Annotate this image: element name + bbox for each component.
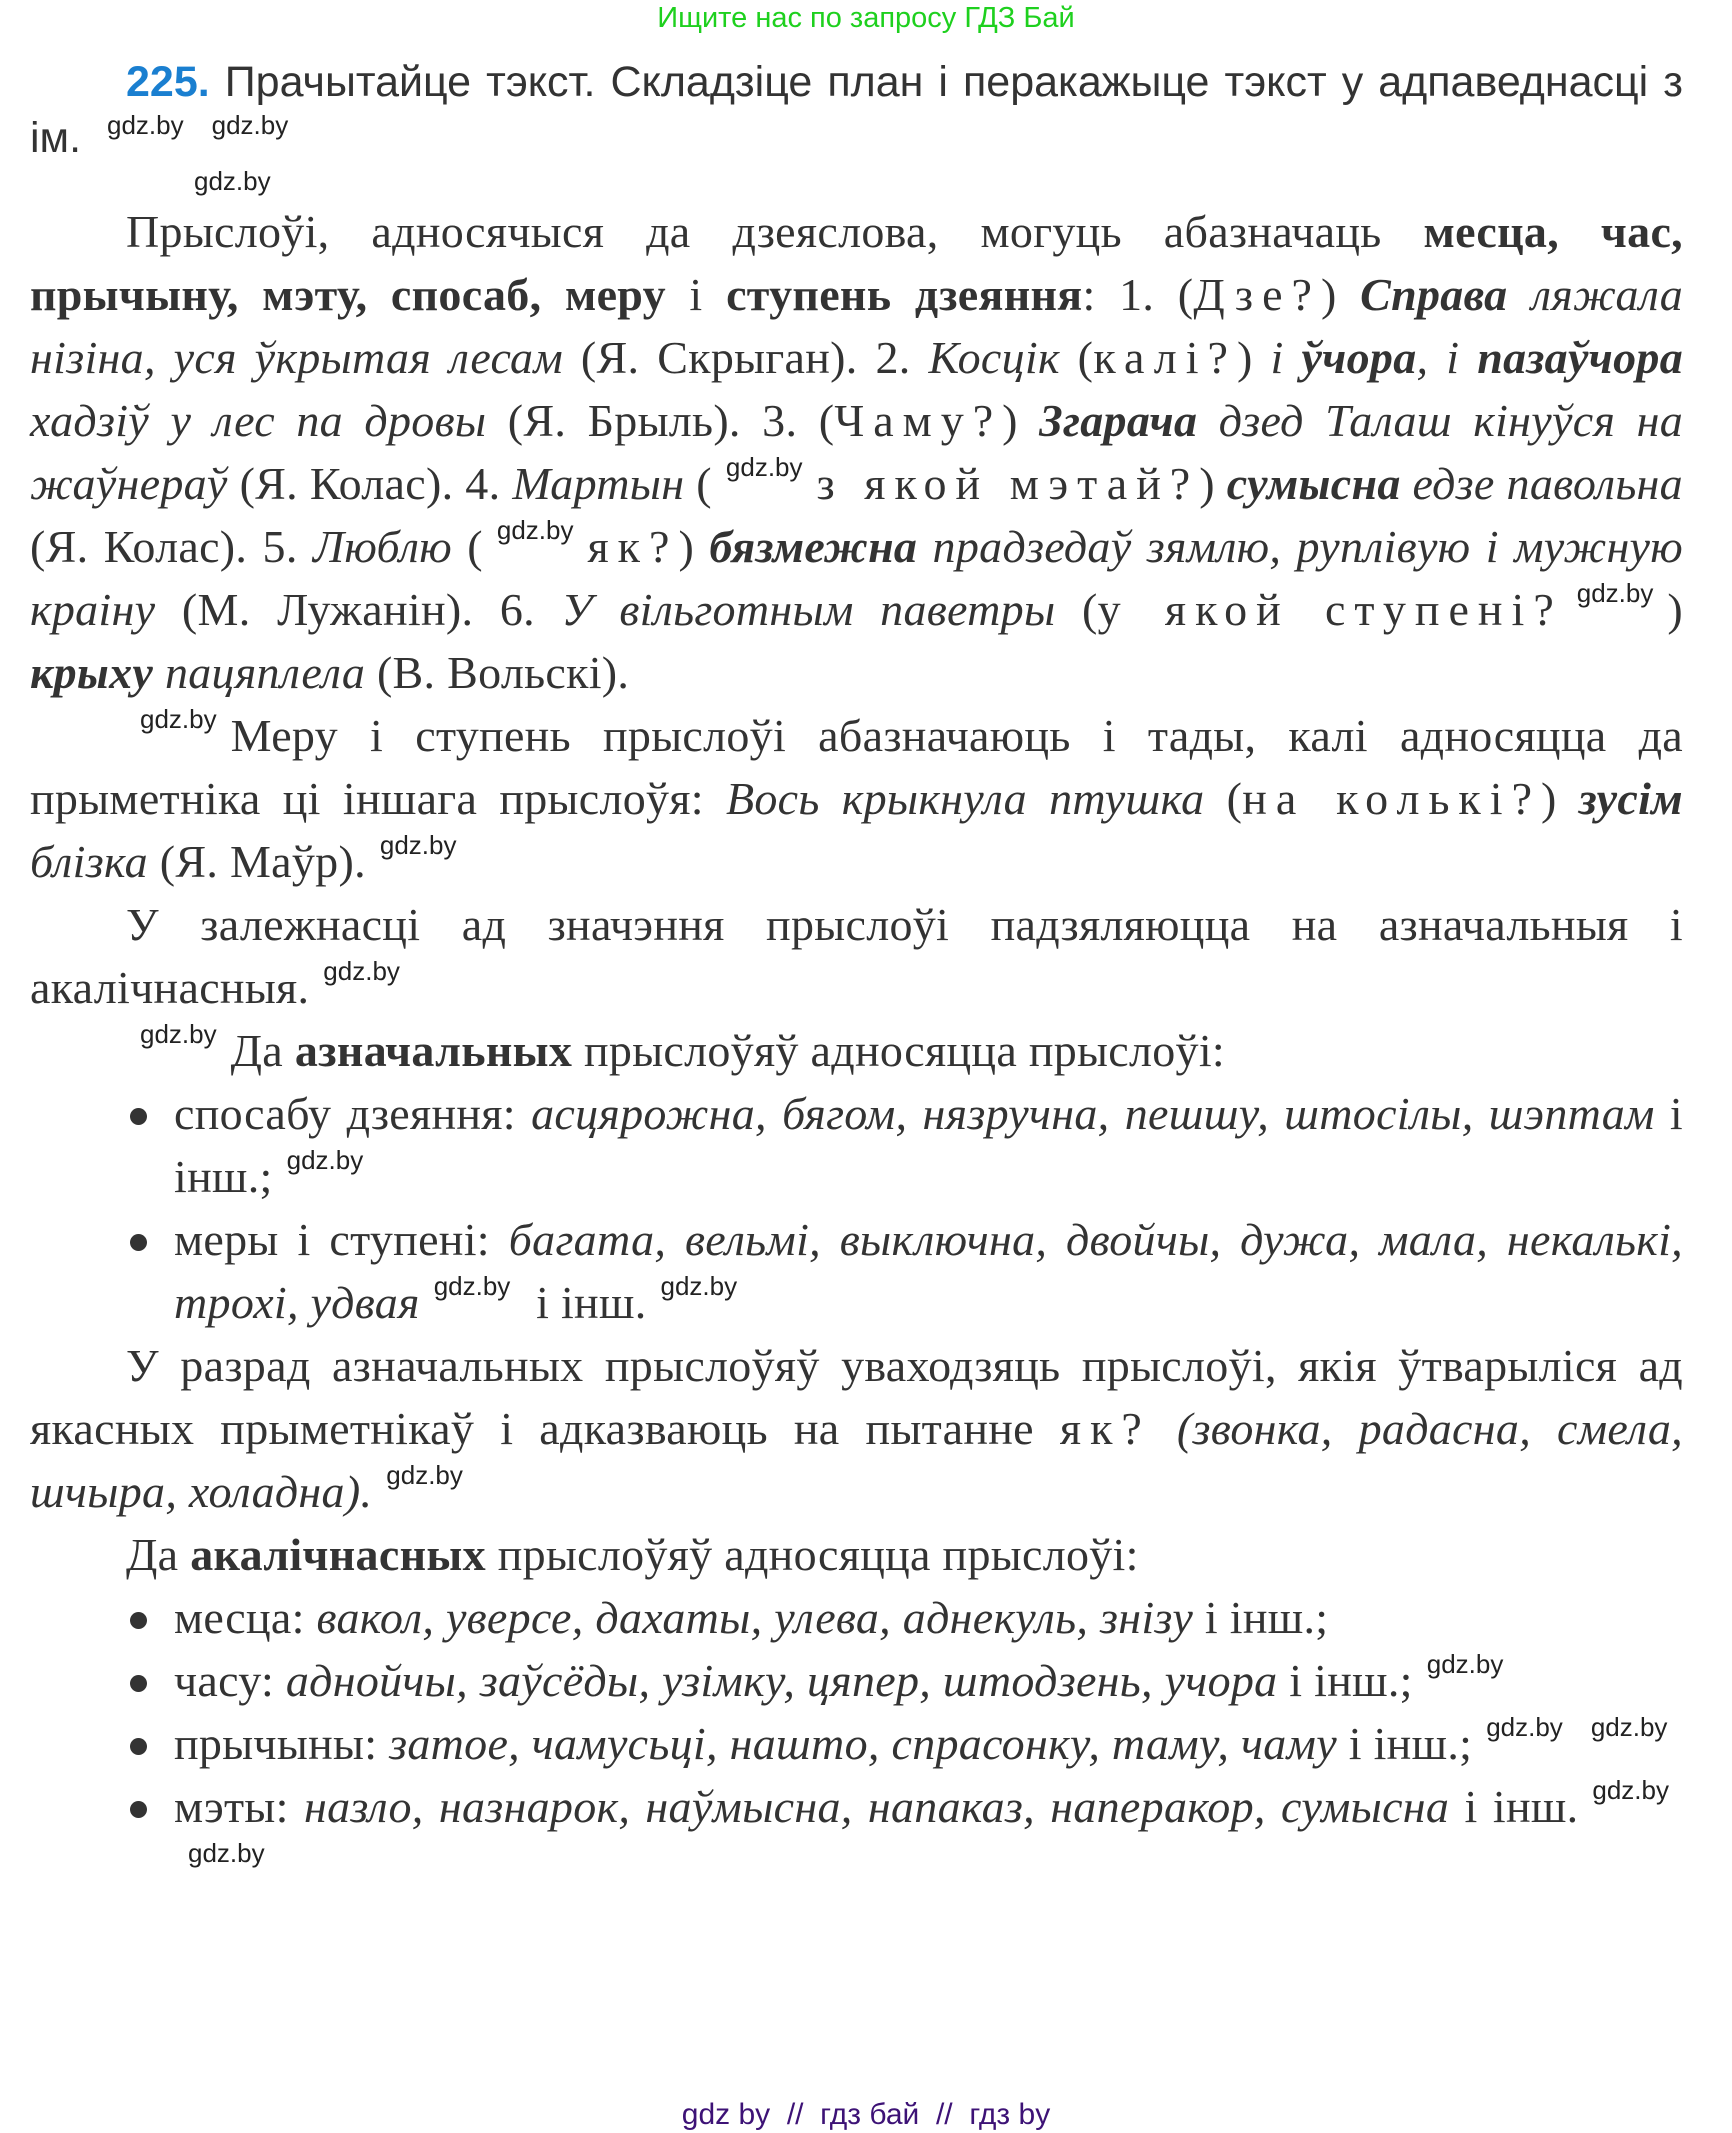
text-run: (Я. Брыль). 3. (: [486, 395, 835, 446]
question-text: з якой мэтай?: [816, 458, 1200, 509]
text-run: (: [451, 521, 483, 572]
watermark: gdz.by: [1576, 578, 1654, 608]
emphasis-text: зусім: [1578, 773, 1683, 824]
emphasis-text: У вільготным паветры: [561, 584, 1056, 635]
question-text: у якой ступені?: [1097, 584, 1563, 635]
paragraph: [30, 704, 1683, 893]
text-run: (В. Вольскі).: [365, 647, 630, 698]
watermark: gdz.by: [1486, 1712, 1563, 1742]
text-run: ): [678, 521, 710, 572]
watermark: gdz.by: [660, 1271, 738, 1301]
emphasis-text: сумысна: [1226, 458, 1401, 509]
emphasis-text: Вось крыкнула птушка: [725, 773, 1205, 824]
text-run: і: [665, 269, 727, 320]
watermark: gdz.by: [1426, 1649, 1504, 1679]
bullet-icon: [130, 1675, 147, 1692]
emphasis-text: , і: [1416, 332, 1478, 383]
text-run: (Я. Маўр).: [147, 836, 366, 887]
text-run: ): [1320, 269, 1361, 320]
watermark-row: [30, 166, 1683, 200]
watermark: gdz.by: [496, 515, 574, 545]
watermark: gdz.by: [140, 1019, 217, 1049]
text-run: ): [1667, 584, 1683, 635]
text-run: і інш.;: [1277, 1655, 1413, 1706]
emphasis-text: аднойчы, заўсёды, узімку, цяпер, штодзень, учора: [285, 1655, 1278, 1706]
question-text: Чаму?: [834, 395, 1003, 446]
text-run: (: [1059, 332, 1094, 383]
emphasis-text: месца, час, прычыну, мэту, спосаб, меру: [30, 206, 1683, 320]
emphasis-text: хадзіў у лес па дровы: [30, 395, 487, 446]
list-item: [30, 1649, 1683, 1712]
bullet-icon: [130, 1738, 147, 1755]
task-heading: [30, 54, 1683, 166]
watermark: gdz.by: [211, 110, 289, 140]
watermark: gdz.by: [433, 1271, 511, 1301]
search-banner: Ищите нас по запросу ГДЗ Бай: [657, 2, 1075, 34]
emphasis-text: пацяплела: [153, 647, 366, 698]
text-run: Да: [230, 1025, 295, 1076]
text-run: У залежнасці ад значэння прыслоўі падзяляюцца на азначальныя і акалічнасныя.: [30, 899, 1683, 1013]
text-run: прычыны:: [174, 1718, 390, 1769]
bullet-icon: [130, 1801, 147, 1818]
list-item: [30, 1082, 1683, 1208]
list-item: [30, 1712, 1683, 1775]
question-text: на колькі?: [1242, 773, 1541, 824]
watermark: gdz.by: [286, 1145, 364, 1175]
bullet-icon: [130, 1108, 147, 1125]
question-text: калі?: [1093, 332, 1237, 383]
list-item: [30, 1586, 1683, 1649]
watermark: gdz.by: [188, 1838, 265, 1868]
list-item: [30, 1208, 1683, 1334]
text-run: меры і ступені:: [174, 1214, 509, 1265]
text-run: (Я. Колас). 5.: [30, 521, 313, 572]
text-run: У разрад азначальных прыслоўяў уваходзяць прыслоўі, якія ўтварыліся ад якасных прыметнікаў і адказваюць на пытанне: [30, 1340, 1683, 1454]
text-run: (Я. Скрыган). 2.: [563, 332, 929, 383]
emphasis-text: назло, назнарок, наўмысна, напаказ, наперакор, сумысна: [304, 1781, 1450, 1832]
emphasis-text: ляжала нізіна, уся ўкрытая лесам: [30, 269, 1684, 383]
watermark: gdz.by: [379, 830, 457, 860]
text-run: прыслоўяў адносяцца прыслоўі:: [485, 1529, 1139, 1580]
task-number: 225.: [126, 58, 210, 106]
text-run: ): [1540, 773, 1579, 824]
paragraph: [30, 1334, 1683, 1523]
list-item: [30, 1775, 1683, 1901]
text-run: (М. Лужанін). 6.: [155, 584, 562, 635]
text-run: [1151, 1403, 1177, 1454]
text-run: мэты:: [174, 1781, 304, 1832]
bullet-icon: [130, 1612, 147, 1629]
emphasis-text: ступень дзеяння: [726, 269, 1083, 320]
text-run: (: [684, 458, 712, 509]
watermark: gdz.by: [1592, 1775, 1669, 1805]
emphasis-text: азначальных: [294, 1025, 573, 1076]
emphasis-text: Мартын: [512, 458, 685, 509]
emphasis-text: бязмежна: [709, 521, 918, 572]
emphasis-text: едзе павольна: [1400, 458, 1683, 509]
task-text: Прачытайце тэкст. Складзіце план і перакажыце тэкст у адпаведнасці з ім.: [30, 58, 1683, 162]
emphasis-text: Люблю: [312, 521, 452, 572]
emphasis-text: блізка: [30, 836, 148, 887]
text-run: Меру і ступень прыслоўі абазначаюць і тады, калі адносяцца да прыметніка ці іншага прыслоўя:: [30, 710, 1683, 824]
emphasis-text: асцярожна, бягом, нязручна, пешшу, штосілы, шэптам: [531, 1088, 1655, 1139]
paragraph: [30, 1523, 1683, 1586]
emphasis-text: акалічнасных: [190, 1529, 486, 1580]
text-run: і інш.: [524, 1277, 647, 1328]
page-content: [0, 36, 1732, 1901]
text-run: ): [1002, 395, 1040, 446]
question-text: Дзе?: [1193, 269, 1321, 320]
watermark: gdz.by: [725, 452, 803, 482]
text-run: спосабу дзеяння:: [174, 1088, 532, 1139]
emphasis-text: вакол, уверсе, дахаты, улева, аднекуль, знізу: [316, 1592, 1194, 1643]
text-run: і інш.: [1449, 1781, 1579, 1832]
watermark: gdz.by: [194, 166, 271, 196]
question-text: як?: [1059, 1403, 1151, 1454]
bullet-icon: [130, 1234, 147, 1251]
question-text: як?: [587, 521, 679, 572]
text-run: месца:: [174, 1592, 317, 1643]
emphasis-text: Згарача: [1039, 395, 1198, 446]
text-run: (: [1204, 773, 1243, 824]
text-run: (: [1055, 584, 1098, 635]
paragraph: [30, 1019, 1683, 1082]
text-run: (Я. Колас). 4.: [227, 458, 513, 509]
emphasis-text: пазаўчора: [1477, 332, 1684, 383]
emphasis-text: затое, чамусьці, нашто, спрасонку, таму, чаму: [389, 1718, 1337, 1769]
footer-links: gdz by // гдз бай // гдз by: [681, 2098, 1051, 2131]
text-run: прыслоўяў адносяцца прыслоўі:: [572, 1025, 1225, 1076]
text-run: ): [1236, 332, 1271, 383]
text-run: і інш.;: [174, 1088, 1683, 1202]
watermark: gdz.by: [323, 956, 400, 986]
text-run: і інш.;: [1193, 1592, 1329, 1643]
watermark: gdz.by: [140, 704, 217, 734]
text-run: : 1. (: [1082, 269, 1194, 320]
emphasis-text: багата, вельмі, выключна, двойчы, дужа, мала, некалькі, трохі, удвая: [174, 1214, 1683, 1328]
emphasis-text: дзед Талаш кінуўся на жаўнераў: [30, 395, 1683, 509]
emphasis-text: прадзедаў зямлю, руплівую і мужную краіну: [30, 521, 1684, 635]
text-run: часу:: [174, 1655, 286, 1706]
emphasis-text: Справа: [1360, 269, 1508, 320]
paragraph: [30, 200, 1683, 704]
paragraph: [30, 893, 1683, 1019]
watermark: gdz.by: [386, 1460, 463, 1490]
emphasis-text: (звонка, радасна, смела, шчыра, холадна).: [30, 1403, 1683, 1517]
emphasis-text: ўчора: [1301, 332, 1417, 383]
watermark: gdz.by: [107, 110, 184, 140]
emphasis-text: і: [1270, 332, 1302, 383]
text-run: Да: [126, 1529, 191, 1580]
emphasis-text: Косцік: [928, 332, 1060, 383]
text-run: ): [1199, 458, 1227, 509]
watermark: gdz.by: [1590, 1712, 1668, 1742]
main-text: [30, 200, 1683, 1901]
emphasis-text: крыху: [30, 647, 154, 698]
text-run: і інш.;: [1336, 1718, 1473, 1769]
text-run: Прыслоўі, адносячыся да дзеяслова, могуць абазначаць: [126, 206, 1424, 257]
